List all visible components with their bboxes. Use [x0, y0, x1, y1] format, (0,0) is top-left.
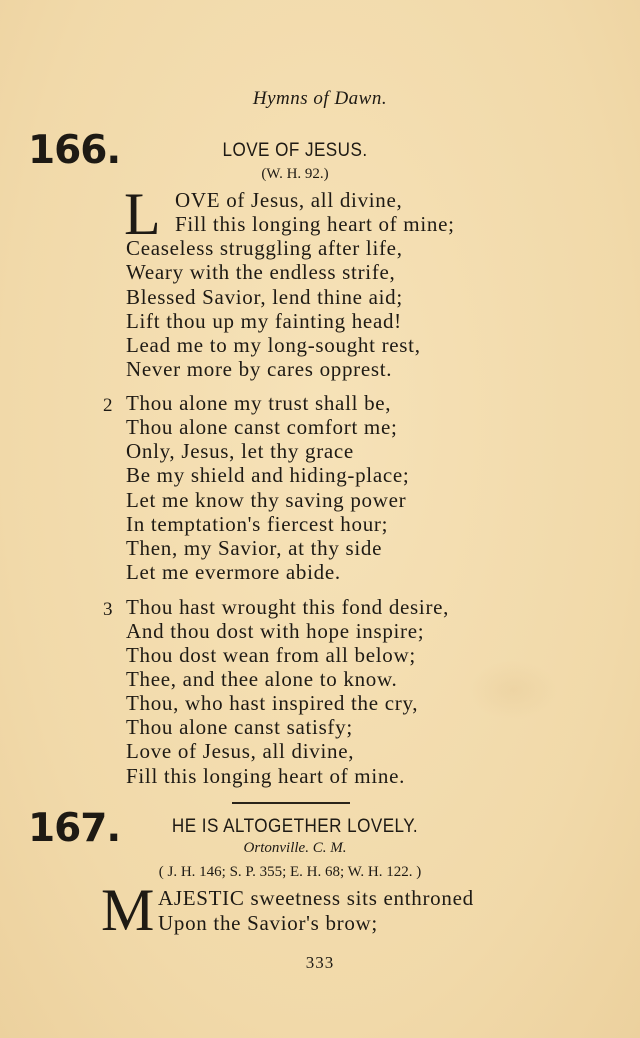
verse-line: Let me know thy saving power: [126, 488, 407, 512]
verse-line: Only, Jesus, let thy grace: [126, 439, 354, 463]
verse-line: Thou alone canst comfort me;: [126, 415, 398, 439]
hymn-number: 166.: [28, 128, 121, 173]
verse-line: Fill this longing heart of mine.: [126, 764, 406, 788]
page-number: 333: [305, 953, 335, 972]
hymn-title: HE IS ALTOGETHER LOVELY.: [171, 816, 419, 837]
verse-line: Upon the Savior's brow;: [158, 911, 378, 935]
verse-line: Let me evermore abide.: [126, 560, 341, 584]
verse-line: Blessed Savior, lend thine aid;: [126, 285, 403, 309]
drop-cap: M: [101, 877, 155, 943]
verse-line: Love of Jesus, all divine,: [126, 739, 355, 763]
verse-line: Be my shield and hiding-place;: [126, 463, 410, 487]
hymn-reference: (W. H. 92.): [261, 166, 329, 182]
verse-line: Never more by cares opprest.: [126, 357, 393, 381]
tune-name: Ortonville. C. M.: [243, 840, 347, 856]
stanza-number: 2: [103, 395, 113, 416]
hymn-reference: ( J. H. 146; S. P. 355; E. H. 68; W. H. 122. ): [158, 864, 422, 880]
running-head: Hymns of Dawn.: [252, 88, 388, 109]
verse-line: Weary with the endless strife,: [126, 260, 396, 284]
stanza-number: 3: [103, 599, 113, 620]
verse-line: Thou, who hast inspired the cry,: [126, 691, 419, 715]
verse-line: Ceaseless struggling after life,: [126, 236, 403, 260]
verse-line: In temptation's fiercest hour;: [126, 512, 389, 536]
paper-stain: [468, 660, 558, 720]
hymn-number: 167.: [28, 806, 121, 851]
verse-line: Thou alone my trust shall be,: [126, 391, 392, 415]
verse-line: OVE of Jesus, all divine,: [175, 188, 403, 212]
hymn-title: LOVE OF JESUS.: [222, 140, 368, 161]
verse-line: AJESTIC sweetness sits enthroned: [158, 886, 474, 910]
verse-line: Thee, and thee alone to know.: [126, 667, 398, 691]
verse-line: Thou dost wean from all below;: [126, 643, 416, 667]
verse-line: Lift thou up my fainting head!: [126, 309, 402, 333]
drop-cap: L: [124, 181, 161, 247]
verse-line: Fill this longing heart of mine;: [175, 212, 455, 236]
verse-line: Lead me to my long-sought rest,: [126, 333, 421, 357]
verse-line: Thou hast wrought this fond desire,: [126, 595, 450, 619]
verse-line: And thou dost with hope inspire;: [126, 619, 425, 643]
verse-line: Thou alone canst satisfy;: [126, 715, 353, 739]
verse-line: Then, my Savior, at thy side: [126, 536, 383, 560]
section-divider: [232, 802, 350, 804]
